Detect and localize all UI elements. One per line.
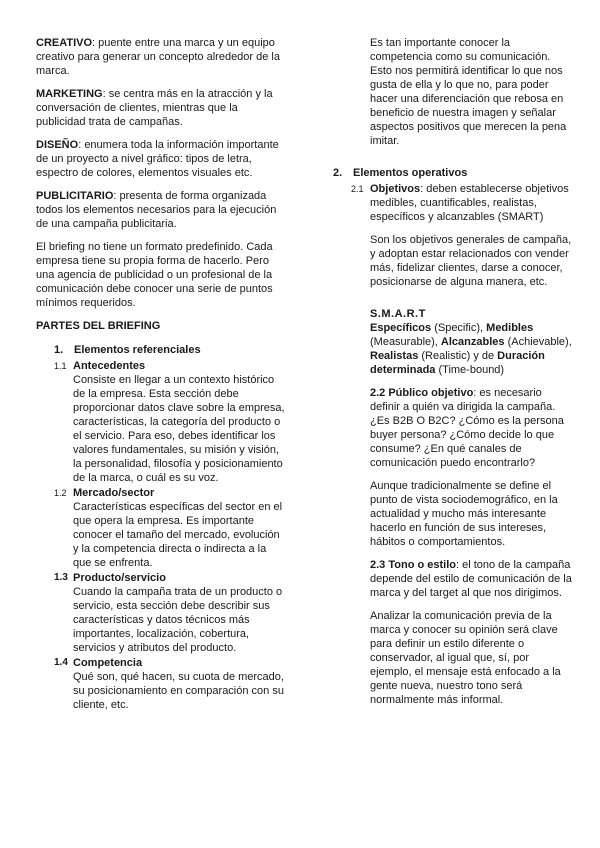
smart-title: S.M.A.R.T [370,308,426,320]
subsection-body: Cuando la campaña trata de un producto o servicio, esta sección debe describir sus características y datos técnicos más importantes, localización, cobertura, servicios y atributos del producto. [73,586,283,654]
section-1-title: 1. Elementos referenciales [54,344,201,356]
tone-subsection: 2.3 Tono o estilo: el tono de la campaña depende del estilo de comunicación de la marca y del target al que nos dirigimos. [370,559,572,599]
definition-publicitario: PUBLICITARIO: presenta de forma organizada todos los elementos necesarios para la ejecución de una campaña publicitaria. [36,190,277,230]
definition-creativo: CREATIVO: puente entre una marca y un equipo creativo para generar un concepto alrededor de la marca. [36,37,280,77]
subsection-body: Consiste en llegar a un contexto histórico de la empresa. Esta sección debe proporcionar datos clave sobre la empresa, características, la categoría del producto o el servicio. Para eso, debes identificar los valores fundamentales, su misión y visión, la personalidad, filosofía y posicionamiento de la marca, o cuál es su voz. [73,374,285,484]
subsection-1-4: 1.4 Competencia Qué son, qué hacen, su cuota de mercado, su posicionamiento en comparación con su cliente, etc. [36,656,286,712]
smart-definition: Específicos (Specific), Medibles (Measurable), Alcanzables (Achievable), Realistas (Realistic) y de Duración determinada (Time-bound) [370,322,572,376]
section-heading: PARTES DEL BRIEFING [36,320,161,332]
subsection-2-1: 2.1 Objetivos: deben establecerse objetivos medibles, cuantificables, realistas, específicos y alcanzables (SMART) [351,183,569,223]
audience-paragraph: Aunque tradicionalmente se define el punto de vista sociodemográfico, en la actualidad y mucho más interesante hacerlo en función de sus intereses, hábitos o comportamientos. [370,480,558,548]
subsection-body: Características específicas del sector en el que opera la empresa. Es importante conocer el tamaño del mercado, evolución y la competencia directa o indirecta a la que se enfrenta. [73,501,283,569]
subsection-body: Qué son, qué hacen, su cuota de mercado, su posicionamiento en comparación con su cliente, etc. [73,671,284,711]
right-column [333,36,573,716]
audience-subsection: 2.2 Público objetivo: es necesario definir a quién va dirigida la campaña. ¿Es B2B O B2C? ¿Cómo es la persona buyer persona? ¿Cómo decide lo que consume? ¿En qué canales de comunicación puedo encontrarlo? [370,387,564,469]
subsection-1-3: 1.3 Producto/servicio Cuando la campaña trata de un producto o servicio, esta sección debe describir sus características y datos técnicos más importantes, localización, cobertura, servicios y atributos del producto. [36,571,286,655]
definition-marketing: MARKETING: se centra más en la atracción y la conversación de clientes, mientras que la publicidad trata de campañas. [36,88,273,128]
definition-diseno: DISEÑO: enumera toda la información importante de un proyecto a nivel gráfico: tipos de letra, espectro de colores, elementos visuales etc. [36,139,279,179]
smart-block [333,307,573,377]
section-2-title: 2. Elementos operativos [333,167,468,179]
intro-paragraph: El briefing no tiene un formato predefinido. Cada empresa tiene su propia forma de hacerlo. Pero una agencia de publicidad o un profesional de la comunicación debe conocer una serie de puntos mínimos requeridos. [36,241,273,309]
subsection-1-1: 1.1 Antecedentes Consiste en llegar a un contexto histórico de la empresa. Esta sección debe proporcionar datos clave sobre la empresa, características, la categoría del producto o el servicio. Para eso, debes identificar los valores fundamentales, su misión y visión, la personalidad, filosofía y posicionamiento de la marca, o cuál es su voz. [54,360,285,484]
objectives-paragraph: Son los objetivos generales de campaña, y adoptan estar relacionados con vender más, fidelizar clientes, darse a conocer, posicionarse de alguna manera, etc. [370,234,572,288]
subsection-1-2: 1.2 Mercado/sector Características específicas del sector en el que opera la empresa. Es importante conocer el tamaño del mercado, evolución y la competencia directa o indirecta a la que se enfrenta. [36,486,286,570]
tone-paragraph: Analizar la comunicación previa de la marca y conocer su opinión será clave para definir un estilo diferente o conservador, al igual que, sí, por ejemplo, el mensaje está enfocado a la gente nueva, nuestro tono será normalmente más informal. [370,610,561,706]
competition-continued: Es tan importante conocer la competencia como su comunicación. Esto nos permitirá identificar lo que nos gusta de ella y lo que no, para poder hacer una diferenciación que rebosa en beneficio de nuestra imagen y señalar aspectos positivos que merecen la pena imitar. [370,37,567,147]
left-column [36,36,286,712]
